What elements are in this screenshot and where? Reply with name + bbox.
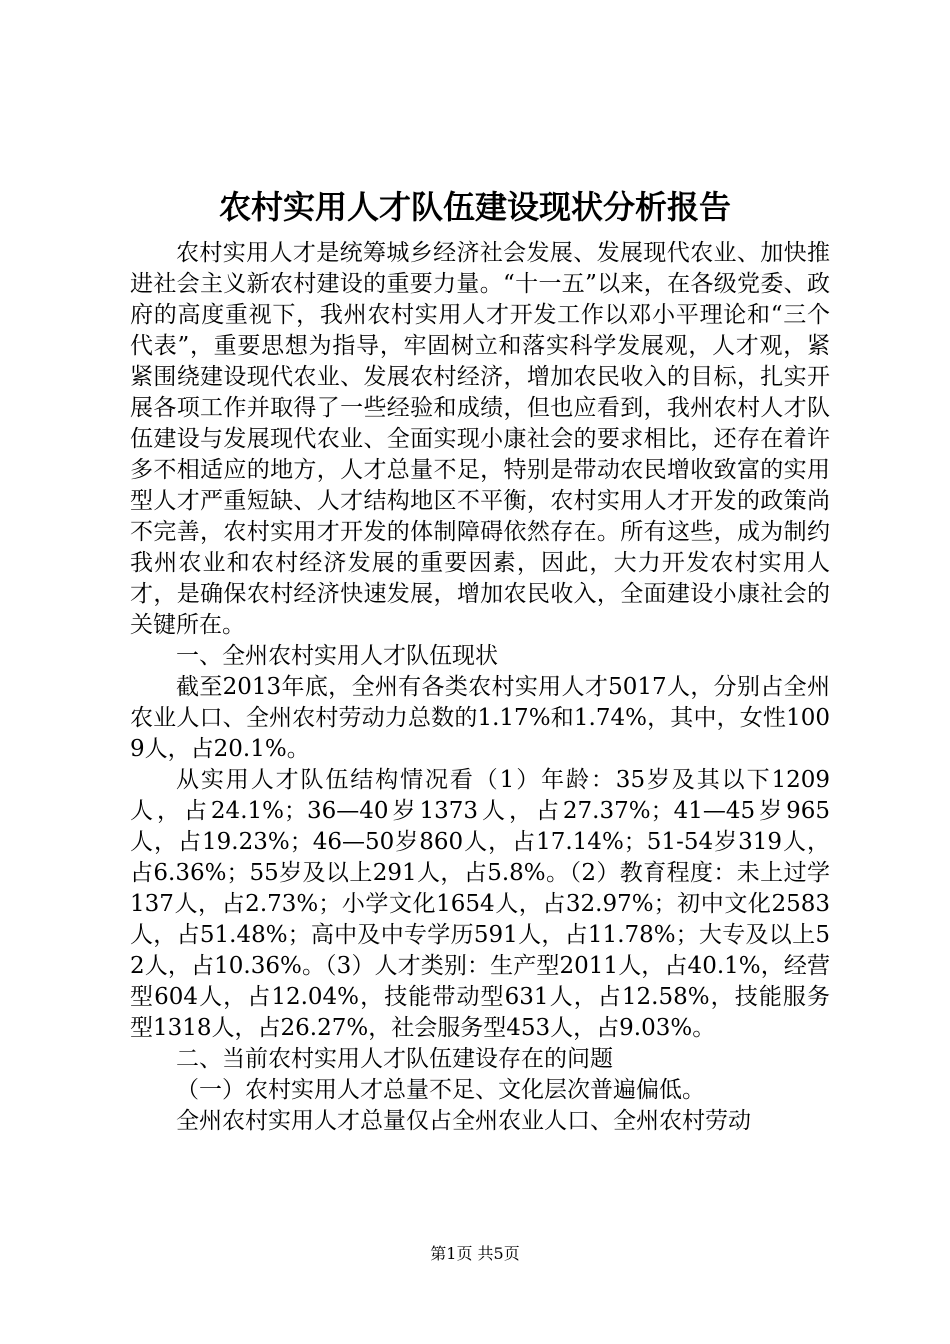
shortage-paragraph: 全州农村实用人才总量仅占全州农业人口、全州农村劳动 [176,1108,751,1134]
document-body [130,238,830,1137]
subsection-heading-shortage: （一）农村实用人才总量不足、文化层次普遍偏低。 [176,1077,705,1103]
section-heading-problems: 二、当前农村实用人才队伍建设存在的问题 [176,1046,613,1072]
intro-paragraph: 农村实用人才是统筹城乡经济社会发展、发展现代农业、加快推进社会主义新农村建设的重要力量。“十一五”以来，在各级党委、政府的高度重视下，我州农村实用人才开发工作以邓小平理论和“三个代表”，重要思想为指导，牢固树立和落实科学发展观，人才观，紧紧围绕建设现代农业、发展农村经济，增加农民收入的目标，扎实开展各项工作并取得了一些经验和成绩，但也应看到，我州农村人才队伍建设与发展现代农业、全面实现小康社会的要求相比，还存在着许多不相适应的地方，人才总量不足，特别是带动农民增收致富的实用型人才严重短缺、人才结构地区不平衡，农村实用人才开发的政策尚不完善，农村实用才开发的体制障碍依然存在。所有这些，成为制约我州农业和农村经济发展的重要因素，因此，大力开发农村实用人才，是确保农村经济快速发展，增加农民收入，全面建设小康社会的关键所在。 [130,240,830,638]
document-title: 农村实用人才队伍建设现状分析报告 [218,188,731,226]
section-heading-status: 一、全州农村实用人才队伍现状 [176,643,498,669]
status-paragraph: 截至2013年底，全州有各类农村实用人才5017人，分别占全州农业人口、全州农村劳动力总数的1.17%和1.74%，其中，女性1009人，占20.1%。 [130,674,830,762]
page-footer: 第1页 共5页 [430,1244,520,1263]
structure-paragraph: 从实用人才队伍结构情况看（1）年龄：35岁及其以下1209人，占24.1%；36—40岁1373人，占27.37%；41—45岁965人，占19.23%；46—50岁860人，占17.14%；51-54岁319人，占6.36%；55岁及以上291人，占5.8%。（2）教育程度：未上过学137人，占2.73%；小学文化1654人，占32.97%；初中文化2583人，占51.48%；高中及中专学历591人，占11.78%；大专及以上52人，占10.36%。（3）人才类别：生产型2011人，占40.1%，经营型604人，占12.04%，技能带动型631人，占12.58%，技能服务型1318人，占26.27%，社会服务型453人，占9.03%。 [130,767,830,1041]
